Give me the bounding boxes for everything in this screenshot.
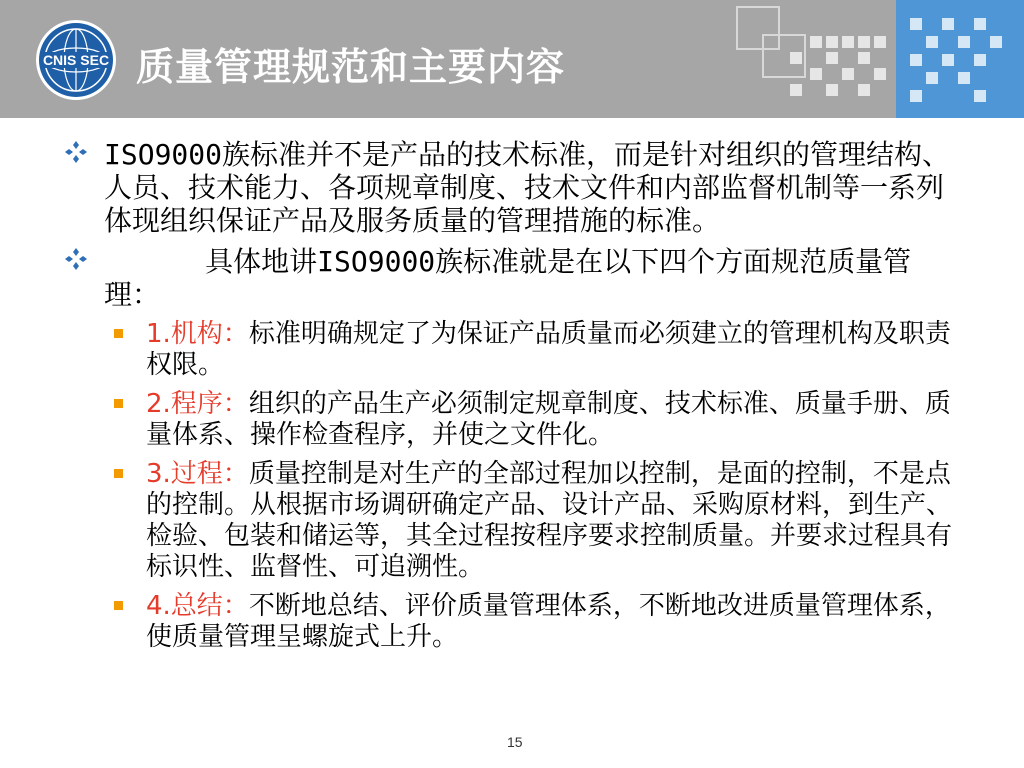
item-label: 4.总结： <box>146 591 249 621</box>
decor-square <box>810 36 822 48</box>
page-number: 15 <box>507 734 523 750</box>
square-bullet-icon <box>114 329 123 338</box>
svg-text:CNIS SEC: CNIS SEC <box>42 52 110 68</box>
decor-square <box>858 36 870 48</box>
decor-square <box>826 84 838 96</box>
diamond-bullet-icon <box>64 140 88 164</box>
decor-square <box>942 18 954 30</box>
decor-square <box>842 68 854 80</box>
sub-bullet-item <box>104 389 962 451</box>
decor-square <box>826 36 838 48</box>
item-label: 3.过程： <box>146 459 249 489</box>
header-bar <box>0 0 1024 118</box>
item-text: 标准明确规定了为保证产品质量而必须建立的管理机构及职责权限。 <box>146 319 951 380</box>
item-text: 不断地总结、评价质量管理体系，不断地改进质量管理体系，使质量管理呈螺旋式上升。 <box>146 591 951 652</box>
decor-square <box>790 52 802 64</box>
decor-square <box>974 54 986 66</box>
decor-square <box>974 18 986 30</box>
square-bullet-icon <box>114 601 123 610</box>
decor-square <box>974 90 986 102</box>
decor-square <box>790 84 802 96</box>
decor-square <box>858 84 870 96</box>
decor-square <box>910 54 922 66</box>
decor-square <box>926 36 938 48</box>
blue-accent-panel <box>896 0 1024 118</box>
item-text: 组织的产品生产必须制定规章制度、技术标准、质量手册、质量体系、操作检查程序，并使之文件化。 <box>146 389 951 450</box>
bullet-text: ISO9000族标准并不是产品的技术标准，而是针对组织的管理结构、人员、技术能力、各项规章制度、技术文件和内部监督机制等一系列体现组织保证产品及服务质量的管理措施的标准。 <box>104 138 951 237</box>
decor-square <box>874 36 886 48</box>
decor-square <box>958 36 970 48</box>
slide-title: 质量管理规范和主要内容 <box>136 45 566 89</box>
square-bullet-icon <box>114 399 123 408</box>
decor-square <box>874 68 886 80</box>
decor-square <box>942 54 954 66</box>
square-bullet-icon <box>114 469 123 478</box>
sub-bullet-item <box>104 459 962 583</box>
decor-square <box>926 72 938 84</box>
diamond-bullet-icon <box>64 247 88 271</box>
decor-square <box>858 52 870 64</box>
bullet-text: 具体地讲ISO9000族标准就是在以下四个方面规范质量管理： <box>104 245 912 311</box>
decor-square <box>910 90 922 102</box>
decor-square <box>910 18 922 30</box>
decor-square <box>958 72 970 84</box>
item-text: 质量控制是对生产的全部过程加以控制，是面的控制，不是点的控制。从根据市场调研确定产品、设计产品、采购原材料，到生产、检验、包装和储运等，其全过程按程序要求控制质量。并要求过程具有标识性、监督性、可追溯性。 <box>146 459 953 582</box>
bullet-item <box>62 245 962 311</box>
slide-content <box>62 138 962 661</box>
item-label: 2.程序： <box>146 389 249 419</box>
decor-square <box>826 52 838 64</box>
decor-square <box>990 36 1002 48</box>
item-label: 1.机构： <box>146 319 249 349</box>
sub-bullet-item <box>104 591 962 653</box>
sub-bullet-item <box>104 319 962 381</box>
decor-square <box>842 36 854 48</box>
bullet-item <box>62 138 962 237</box>
decor-square <box>810 68 822 80</box>
organization-logo <box>34 18 118 102</box>
